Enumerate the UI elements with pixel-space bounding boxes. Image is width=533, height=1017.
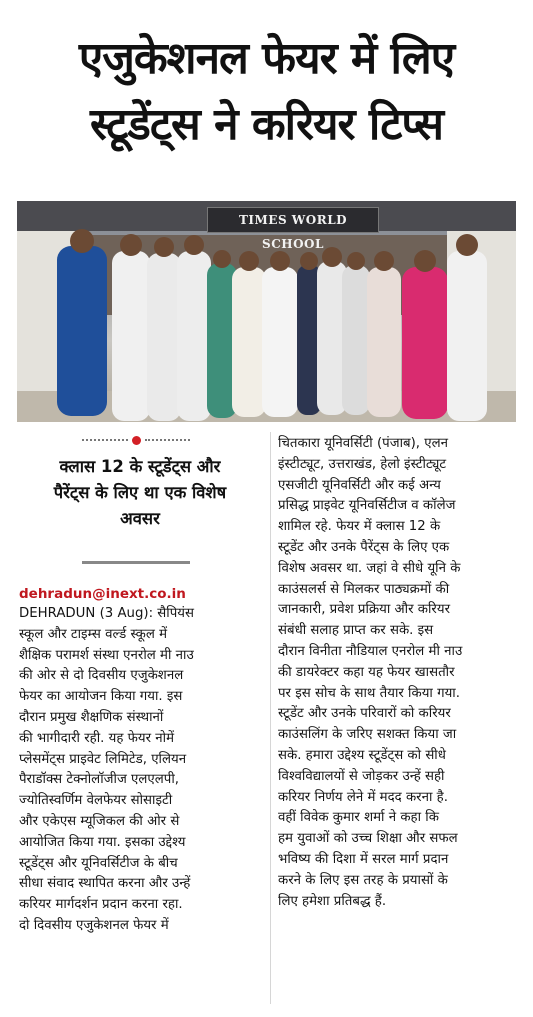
subhead-line-3: अवसर bbox=[120, 509, 160, 528]
ornament-line-right bbox=[145, 439, 190, 441]
article-left-column bbox=[19, 604, 264, 937]
left-line: DEHRADUN (3 Aug): सैपियंस bbox=[19, 606, 194, 621]
byline-email: dehradun@inext.co.in bbox=[19, 586, 186, 602]
left-line: प्लेसमेंट्स प्राइवेट लिमिटेड, एलियन bbox=[19, 751, 187, 767]
right-line: भविष्य की दिशा में सरल मार्ग प्रदान bbox=[278, 851, 449, 867]
ornament-line-left bbox=[82, 439, 128, 441]
right-line: संबंधी सलाह प्राप्त कर सके. इस bbox=[278, 623, 434, 639]
left-line: स्कूल और टाइम्स वर्ल्ड स्कूल में bbox=[19, 626, 168, 642]
left-line: की भागीदारी रही. यह फेयर नोमें bbox=[19, 730, 175, 746]
right-line: लिए हमेशा प्रतिबद्ध हैं. bbox=[278, 893, 387, 909]
right-line: विश्वविद्यालयों से जोड़कर उन्हें सही bbox=[278, 768, 445, 784]
left-line: आयोजित किया गया. इसका उद्देश्य bbox=[19, 834, 186, 850]
headline-line-1: एजुकेशनल फेयर में लिए bbox=[78, 33, 455, 84]
right-line: वहीं विवेक कुमार शर्मा ने कहा कि bbox=[278, 810, 439, 826]
right-line: पर इस सोच के साथ तैयार किया गया. bbox=[278, 685, 460, 701]
right-line: स्टूडेंट और उनके पैरेंट्स के लिए एक bbox=[278, 539, 450, 555]
left-line: स्टूडेंट्स और यूनिवर्सिटीज के बीच bbox=[19, 855, 178, 871]
right-line: विशेष अवसर था. जहां वे सीधे यूनि के bbox=[278, 560, 461, 576]
right-line: करने के लिए इस तरह के प्रयासों के bbox=[278, 872, 448, 888]
article-right-column bbox=[278, 434, 523, 912]
left-line: पैराडॉक्स टेक्नोलॉजीज एलएलपी, bbox=[19, 772, 180, 788]
right-line: करियर निर्णय लेने में मदद करना है. bbox=[278, 789, 448, 805]
left-line: की ओर से दो दिवसीय एजुकेशनल bbox=[19, 668, 184, 684]
right-line: प्रसिद्ध प्राइवेट यूनिवर्सिटीज व कॉलेज bbox=[278, 498, 456, 514]
headline bbox=[10, 26, 523, 158]
right-line: दौरान विनीता नौडियाल एनरोल मी नाउ bbox=[278, 643, 463, 659]
subhead-rule bbox=[82, 561, 190, 564]
left-line: दो दिवसीय एजुकेशनल फेयर में bbox=[19, 917, 169, 933]
right-line: की डायरेक्टर कहा यह फेयर खासतौर bbox=[278, 664, 455, 680]
ornament-dot bbox=[132, 436, 141, 445]
news-photo bbox=[17, 201, 516, 422]
right-line: इंस्टीट्यूट, उत्तराखंड, हेलो इंस्टीट्यूट bbox=[278, 456, 447, 472]
subhead-ornament bbox=[82, 436, 190, 444]
subhead-line-2: पैरेंट्स के लिए था एक विशेष bbox=[53, 483, 227, 502]
subheadline bbox=[20, 454, 260, 532]
left-line: सीधा संवाद स्थापित करना और उन्हें bbox=[19, 876, 191, 892]
right-line: हम युवाओं को उच्च शिक्षा और सफल bbox=[278, 831, 458, 847]
left-line: करियर मार्गदर्शन प्रदान करना रहा. bbox=[19, 897, 183, 913]
right-line: चितकारा यूनिवर्सिटी (पंजाब), एलन bbox=[278, 436, 448, 451]
right-line: शामिल रहे. फेयर में क्लास 12 के bbox=[278, 519, 441, 535]
right-line: काउंसलर्स से मिलकर पाठ्यक्रमों की bbox=[278, 581, 450, 597]
right-line: जानकारी, प्रवेश प्रक्रिया और करियर bbox=[278, 602, 451, 618]
right-line: एसजीटी यूनिवर्सिटी और कई अन्य bbox=[278, 477, 441, 493]
right-line: काउंसलिंग के जरिए सशक्त किया जा bbox=[278, 727, 457, 743]
school-banner: TIMES WORLD SCHOOL bbox=[207, 207, 379, 233]
headline-line-2: स्टूडेंट्स ने करियर टिप्स bbox=[90, 99, 443, 150]
left-line: फेयर का आयोजन किया गया. इस bbox=[19, 689, 183, 705]
left-line: शैक्षिक परामर्श संस्था एनरोल मी नाउ bbox=[19, 647, 194, 663]
left-line: और एकेएस म्यूजिकल की ओर से bbox=[19, 813, 180, 829]
right-line: स्टूडेंट और उनके परिवारों को करियर bbox=[278, 706, 451, 722]
column-divider bbox=[270, 432, 271, 1004]
left-line: दौरान प्रमुख शैक्षणिक संस्थानों bbox=[19, 709, 164, 725]
subhead-line-1: क्लास 12 के स्टूडेंट्स और bbox=[59, 457, 221, 476]
right-line: सके. हमारा उद्देश्य स्टूडेंट्स को सीधे bbox=[278, 747, 446, 763]
left-line: ज्योतिस्वर्णिम वेलफेयर सोसाइटी bbox=[19, 793, 173, 809]
